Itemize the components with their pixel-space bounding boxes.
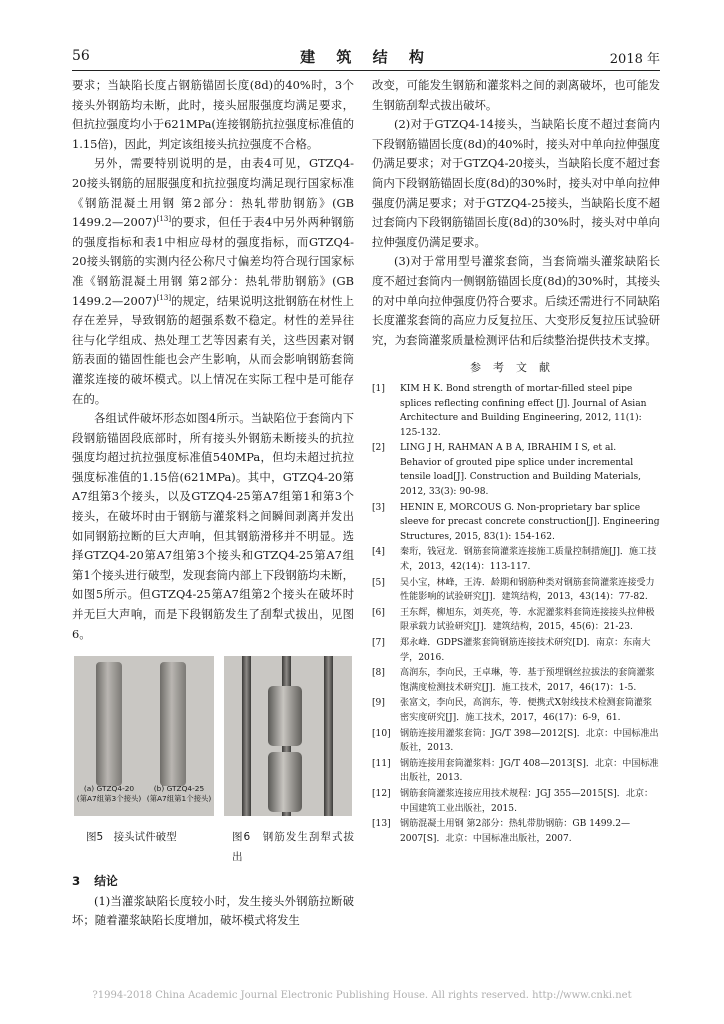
reference-text: HENIN E, MORCOUS G. Non-proprietary bar splice sleeve for precast concrete construction[J]. Engineering Structures, 2015, 83(1): 154-162. [400,502,660,542]
reference-number: [9] [372,698,385,709]
paragraph: 要求；当缺陷长度占钢筋锚固长度(8d)的40%时，3个接头外钢筋均未断，此时，接头屈服强度均满足要求，但抗拉强度均小于621MPa(连接钢筋抗拉强度标准值的1.15倍)，因此，判定该组接头抗拉强度不合格。 [72,78,354,151]
right-column [372,76,660,847]
fig5-caption: 图5 接头试件破型 [86,831,177,844]
reference-item [372,817,660,846]
citation: [13] [156,293,172,302]
reference-item [372,757,660,786]
reference-text: KIM H K. Bond strength of mortar-filled steel pipe splices reflecting confining effect [J]. Journal of Asian Architecture and Building Engineering, 2012, 11(1): 125-132. [400,383,647,438]
reference-item [372,696,660,725]
copyright-footer: ?1994-2018 China Academic Journal Electronic Publishing House. All rights reserved. http://www.cnki.net [92,990,632,1001]
fig5-photo [74,656,214,816]
section-heading: 3 结论 [72,874,118,889]
reference-item [372,382,660,440]
running-header [72,46,660,71]
reference-number: [2] [372,443,385,454]
reference-text: 钢筋套筒灌浆连接应用技术规程：JGJ 355—2015[S]．北京：中国建筑工业出版社，2015. [400,788,654,814]
paragraph: (1)当灌浆缺陷长度较小时，发生接头外钢筋拉断破坏；随着灌浆缺陷长度增加，破坏模式将发生 [72,893,354,928]
fig6-caption: 图6 钢筋发生刮犁式拔出 [232,831,354,863]
left-column [72,76,354,931]
reference-number: [8] [372,668,385,679]
reference-text: 秦珩，钱冠龙．钢筋套筒灌浆连接施工质量控制措施[J]．施工技术，2013，42(14)：113-117. [400,547,657,573]
reference-text: 吴小宝，林峰，王涛．龄期和钢筋种类对钢筋套筒灌浆连接受力性能影响的试验研究[J]．建筑结构，2013，43(14)：77-82. [400,577,655,603]
grout-sleeve [268,752,302,812]
paragraph: (2)对于GTZQ4-14接头，当缺陷长度不超过套筒内下段钢筋锚固长度(8d)的40%时，接头对中单向拉伸强度仍满足要求；对于GTZQ4-20接头，当缺陷长度不超过套筒内下段钢筋锚固长度(8d)的30%时，接头对中单向拉伸强度仍满足要求；对于GTZQ4-25接头，当缺陷长度不超过套筒内下段钢筋锚固长度(8d)的30%时，接头对中单向拉伸强度仍满足要求。 [372,117,660,249]
figure-block [72,652,354,864]
rebar [324,656,333,816]
reference-list [372,382,660,846]
reference-text: 王东辉，柳旭东，刘英亮，等．水泥灌浆料套筒连接接头拉伸极限承载力试验研究[J]．建筑结构，2015，45(6)：21-23. [400,607,655,633]
page-number: 56 [72,48,90,64]
publication-year: 2018 年 [609,52,660,67]
fig5-sub-caption-b: (b) GTZQ4-25 (第A7组第1个接头) [146,784,212,804]
reference-text: 钢筋连接用套筒灌浆料：JG/T 408—2013[S]．北京：中国标准出版社，2013. [400,758,659,784]
reference-number: [5] [372,577,385,588]
reference-item [372,787,660,816]
reference-item [372,666,660,695]
reference-number: [1] [372,383,385,394]
rebar [242,656,251,816]
journal-title: 建 筑 结 构 [300,48,432,66]
paragraph: (3)对于常用型号灌浆套筒，当套筒端头灌浆缺陷长度不超过套筒内一侧钢筋锚固长度(8d)的30%时，其接头的对中单向拉伸强度仍符合要求。后续还需进行不同缺陷长度灌浆套筒的高应力反复拉压、大变形反复拉压试验研究，为套筒灌浆质量检测评估和后续整治提供技术支撑。 [372,254,660,347]
grout-sleeve [268,686,302,746]
citation: [13] [156,215,172,224]
fig6-photo [224,656,352,816]
reference-text: 钢筋混凝土用钢 第2部分：热轧带肋钢筋：GB 1499.2—2007[S]．北京：中国标准出版社，2007. [400,819,631,844]
reference-item [372,501,660,545]
reference-item [372,727,660,756]
paragraph: 改变，可能发生钢筋和灌浆料之间的剥离破坏，也可能发生钢筋刮犁式拔出破坏。 [372,78,660,112]
reference-number: [13] [372,819,391,830]
paragraph: 各组试件破坏形态如图4所示。当缺陷位于套筒内下段钢筋锚固段底部时，所有接头外钢筋未断接头的抗拉强度均超过抗拉强度标准值540MPa，但均未超过抗拉强度标准值的1.15倍(621MPa)。其中，GTZQ4-20第A7组第3个接头，以及GTZQ4-25第A7组第1和第3个接头，在破坏时由于钢筋与灌浆料之间瞬间剥离并发出如同钢筋拉断的巨大声响，但其钢筋滑移并不明显。选择GTZQ4-20第A7组第3个接头和GTZQ4-25第A7组第1个接头进行破型，发现套筒内部上下段钢筋均未断，如图5所示。但GTZQ4-25第A7组第2个接头在破坏时并无巨大声响，而是下段钢筋发生了刮犁式拔出，见图6。 [72,411,354,641]
reference-item [372,441,660,499]
split-sleeve-b [160,662,186,786]
reference-number: [11] [372,758,391,769]
fig5-sub-caption-a: (a) GTZQ4-20 (第A7组第3个接头) [76,784,142,804]
reference-item [372,636,660,665]
reference-text: LING J H, RAHMAN A B A, IBRAHIM I S, et al. Behavior of grouted pipe splice under incremental tensile load[J]. Construction and Building Materials, 2012, 33(3): 90-98. [400,443,642,498]
reference-text: 高润东，李向民，王卓琳，等．基于预埋钢丝拉拔法的套筒灌浆饱满度检测技术研究[J]．施工技术，2017，46(17)：1-5. [400,668,655,693]
reference-number: [12] [372,788,391,799]
reference-item [372,545,660,574]
reference-number: [6] [372,607,385,618]
split-sleeve-a [96,662,122,786]
reference-item [372,576,660,605]
reference-number: [10] [372,728,391,739]
reference-number: [7] [372,638,385,648]
reference-number: [3] [372,502,385,513]
reference-number: [4] [372,547,385,558]
references-heading: 参考文献 [470,361,562,375]
reference-text: 钢筋连接用灌浆套筒：JG/T 398—2012[S]．北京：中国标准出版社，2013. [400,728,659,754]
reference-text: 郑永峰．GDPS灌浆套筒钢筋连接技术研究[D]．南京：东南大学，2016. [400,638,651,663]
reference-item [372,606,660,635]
reference-text: 张富文，李向民，高润东，等．便携式X射线技术检测套筒灌浆密实度研究[J]．施工技术，2017，46(17)：6-9，61. [400,698,653,723]
paragraph: 另外，需要特别说明的是，由表4可见，GTZQ4-20接头钢筋的屈服强度和抗拉强度均满足现行国家标准《钢筋混凝土用钢 第2部分：热轧带肋钢筋》(GB 1499.2—2007)[13]的要求，但任于表4中另外两种钢筋的强度指标和表1中相应母材的强度指标，而GTZQ4-20接头钢筋的实测内径公称尺寸偏差均符合现行国家标准《钢筋混凝土用钢 第2部分：热轧带肋钢筋》(GB 1499.2—2007)[13]的规定，结果说明这批钢筋在材性上存在差异，导致钢筋的超强系数不稳定。材性的差异往往与化学组成、热处理工艺等因素有关，这些因素对钢筋表面的锚固性能也会产生影响，从而会影响钢筋套筒灌浆连接的破坏模式。以上情况在实际工程中是可能存在的。 [72,156,354,406]
